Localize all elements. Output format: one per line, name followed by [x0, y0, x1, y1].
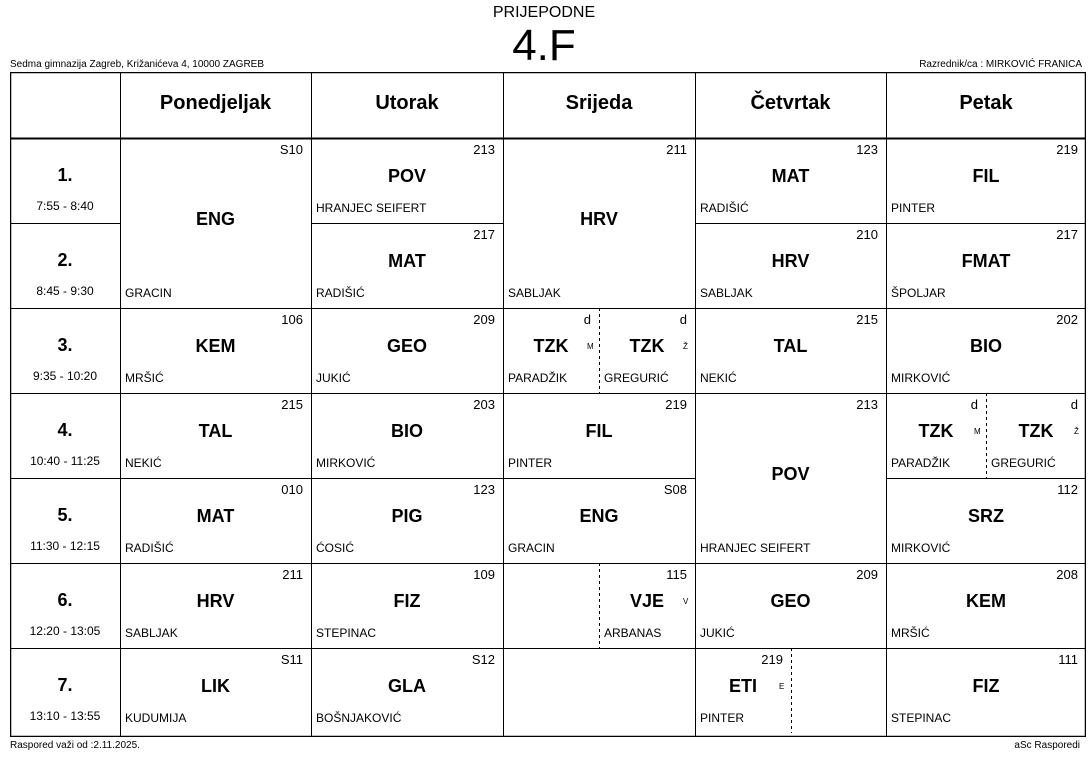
- teacher-name: MIRKOVIĆ: [891, 371, 951, 385]
- subject: GEO: [386, 336, 427, 356]
- teacher-name: PARADŽIK: [891, 456, 951, 470]
- room-number: 208: [1056, 567, 1078, 582]
- subject: ENG: [195, 209, 235, 229]
- room-number: S10: [279, 142, 303, 157]
- period-time: 7:55 - 8:40: [36, 199, 94, 213]
- group-marker: Ž: [1074, 427, 1079, 436]
- subject: TZK: [533, 336, 569, 356]
- teacher-name: ARBANAS: [604, 626, 662, 640]
- software-credit: aSc Rasporedi: [1014, 740, 1080, 751]
- period-number: 7.: [57, 675, 73, 695]
- room-number: 215: [281, 397, 303, 412]
- timetable-grid: [10, 72, 1086, 737]
- room-number: 219: [1056, 142, 1078, 157]
- room-number: 210: [856, 227, 878, 242]
- room-number: 010: [281, 482, 303, 497]
- teacher-name: GREGURIĆ: [991, 456, 1056, 470]
- period-number: 5.: [57, 505, 73, 525]
- teacher-name: GRACIN: [508, 541, 555, 555]
- room-number: S11: [280, 652, 303, 667]
- subject: TZK: [629, 336, 665, 356]
- subject: KEM: [195, 336, 236, 356]
- room-number: 217: [473, 227, 495, 242]
- room-number: d: [583, 312, 591, 327]
- subject: POV: [387, 166, 426, 186]
- period-number: 4.: [57, 420, 73, 440]
- room-number: 106: [281, 312, 303, 327]
- period-number: 6.: [57, 590, 73, 610]
- teacher-name: SABLJAK: [508, 286, 561, 300]
- subject: FIL: [972, 166, 1000, 186]
- subject: POV: [771, 464, 810, 484]
- teacher-name: MRŠIĆ: [125, 371, 164, 385]
- room-number: 109: [473, 567, 495, 582]
- group-marker: Ž: [683, 342, 688, 351]
- room-number: 219: [761, 652, 783, 667]
- class-title: 4.F: [512, 21, 576, 70]
- group-marker: E: [779, 682, 785, 691]
- teacher-name: HRANJEC SEIFERT: [700, 541, 811, 555]
- room-number: 203: [473, 397, 495, 412]
- teacher-name: JUKIĆ: [700, 626, 735, 640]
- period-number: 3.: [57, 335, 73, 355]
- teacher-name: JUKIĆ: [316, 371, 351, 385]
- teacher-name: NEKIĆ: [125, 456, 162, 470]
- teacher-name: SABLJAK: [700, 286, 753, 300]
- subject: MAT: [196, 506, 235, 526]
- subject: MAT: [771, 166, 810, 186]
- subject: FIZ: [393, 591, 421, 611]
- subject: HRV: [771, 251, 810, 271]
- day-header: Četvrtak: [750, 92, 831, 114]
- room-number: S08: [663, 482, 687, 497]
- room-number: 215: [856, 312, 878, 327]
- room-number: S12: [471, 652, 495, 667]
- subject: ENG: [579, 506, 619, 526]
- day-header: Srijeda: [565, 92, 633, 114]
- teacher-name: ŠPOLJAR: [891, 286, 946, 300]
- teacher-name: KUDUMIJA: [125, 711, 187, 725]
- teacher-name: MRŠIĆ: [891, 626, 930, 640]
- shift-label: PRIJEPODNE: [492, 4, 596, 21]
- teacher-name: STEPINAC: [891, 711, 952, 725]
- room-number: 217: [1056, 227, 1078, 242]
- day-header: Ponedjeljak: [159, 92, 272, 114]
- homeroom-teacher: Razrednik/ca : MIRKOVIĆ FRANICA: [919, 59, 1082, 70]
- room-number: 209: [856, 567, 878, 582]
- room-number: 209: [473, 312, 495, 327]
- subject: GLA: [388, 676, 426, 696]
- room-number: d: [970, 397, 978, 412]
- subject: HRV: [580, 209, 618, 229]
- room-number: d: [679, 312, 687, 327]
- day-header: Utorak: [375, 92, 439, 114]
- teacher-name: STEPINAC: [316, 626, 377, 640]
- group-marker: V: [683, 597, 689, 606]
- subject: HRV: [196, 591, 235, 611]
- period-time: 12:20 - 13:05: [29, 624, 101, 638]
- group-marker: M: [974, 427, 981, 436]
- subject: GEO: [770, 591, 811, 611]
- period-number: 1.: [57, 165, 73, 185]
- room-number: 115: [666, 567, 687, 582]
- subject: TZK: [1018, 421, 1054, 441]
- teacher-name: HRANJEC SEIFERT: [316, 201, 427, 215]
- subject: TAL: [198, 421, 233, 441]
- teacher-name: GRACIN: [125, 286, 172, 300]
- teacher-name: RADIŠIĆ: [316, 286, 365, 300]
- subject: KEM: [966, 591, 1006, 611]
- valid-from: Raspored važi od :2.11.2025.: [10, 740, 140, 751]
- subject: BIO: [969, 336, 1002, 356]
- room-number: 123: [856, 142, 878, 157]
- room-number: 111: [1058, 652, 1078, 667]
- teacher-name: RADIŠIĆ: [700, 201, 749, 215]
- period-time: 9:35 - 10:20: [32, 369, 98, 383]
- subject: SRZ: [968, 506, 1004, 526]
- teacher-name: PINTER: [508, 456, 553, 470]
- teacher-name: MIRKOVIĆ: [316, 456, 376, 470]
- teacher-name: NEKIĆ: [700, 371, 737, 385]
- subject: PIG: [391, 506, 423, 526]
- room-number: 211: [666, 142, 687, 157]
- teacher-name: PINTER: [891, 201, 936, 215]
- teacher-name: MIRKOVIĆ: [891, 541, 951, 555]
- room-number: 112: [1057, 482, 1078, 497]
- teacher-name: BOŠNJAKOVIĆ: [316, 711, 402, 725]
- subject: FMAT: [961, 251, 1011, 271]
- teacher-name: PINTER: [700, 711, 745, 725]
- group-marker: M: [587, 342, 594, 351]
- subject: TAL: [773, 336, 808, 356]
- period-time: 8:45 - 9:30: [36, 284, 94, 298]
- subject: VJE: [629, 591, 665, 611]
- subject: FIZ: [972, 676, 1000, 696]
- subject: LIK: [201, 676, 230, 696]
- school-address: Sedma gimnazija Zagreb, Križanićeva 4, 10000 ZAGREB: [10, 59, 265, 70]
- room-number: 202: [1056, 312, 1078, 327]
- room-number: 213: [856, 397, 878, 412]
- period-number: 2.: [57, 250, 73, 270]
- day-header: Petak: [959, 92, 1013, 114]
- subject: BIO: [390, 421, 423, 441]
- subject: FIL: [585, 421, 613, 441]
- room-number: 213: [473, 142, 495, 157]
- period-time: 13:10 - 13:55: [29, 709, 101, 723]
- room-number: d: [1070, 397, 1078, 412]
- subject: ETI: [728, 676, 757, 696]
- room-number: 123: [473, 482, 495, 497]
- subject: TZK: [918, 421, 954, 441]
- teacher-name: GREGURIĆ: [604, 371, 669, 385]
- room-number: 219: [665, 397, 687, 412]
- teacher-name: SABLJAK: [125, 626, 178, 640]
- teacher-name: PARADŽIK: [508, 371, 568, 385]
- period-time: 11:30 - 12:15: [30, 539, 100, 553]
- room-number: 211: [282, 567, 303, 582]
- teacher-name: RADIŠIĆ: [125, 541, 174, 555]
- teacher-name: ĆOSIĆ: [316, 541, 355, 555]
- subject: MAT: [388, 251, 426, 271]
- period-time: 10:40 - 11:25: [30, 454, 100, 468]
